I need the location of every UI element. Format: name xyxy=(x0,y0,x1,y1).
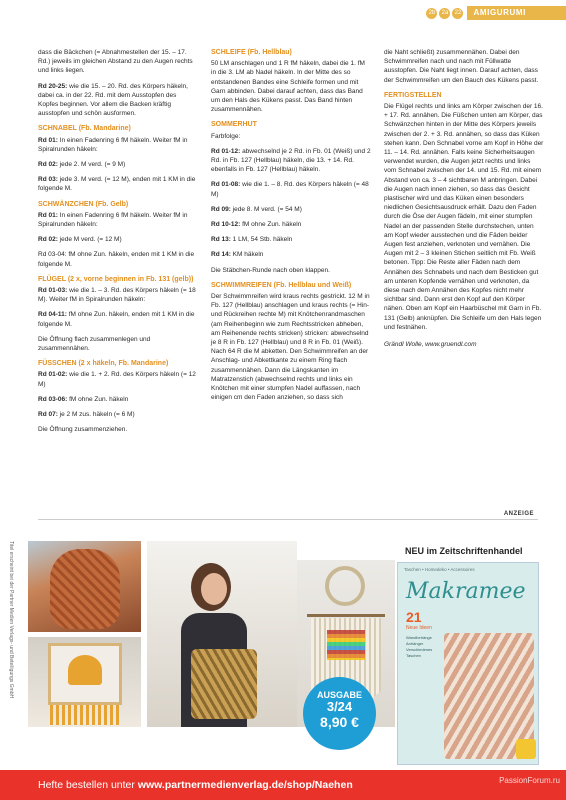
section-heading: SCHNABEL (Fb. Mandarine) xyxy=(38,125,131,133)
order-bar xyxy=(0,770,566,800)
page-number-dot: 2b xyxy=(426,8,437,19)
round-label: Rd 14: xyxy=(211,251,231,259)
paragraph xyxy=(38,175,198,193)
page-number-dot: 2a xyxy=(439,8,450,19)
publisher-note xyxy=(6,541,16,776)
paragraph xyxy=(384,102,544,332)
paragraph xyxy=(38,410,198,419)
ad-label: ANZEIGE xyxy=(503,511,534,517)
paragraph-text: 1 LM, 54 Stb. häkeln xyxy=(230,236,293,244)
round-label: Rd 10-12: xyxy=(211,221,241,229)
paragraph xyxy=(211,250,371,259)
paragraph-text: Die Öffnung zusammenziehen. xyxy=(38,426,128,434)
section-heading: SOMMERHUT xyxy=(211,121,257,129)
magazine-topline: Taschen • Homedeko • Accessoires xyxy=(404,567,475,572)
round-label: Rd 03-06: xyxy=(38,395,68,403)
round-label: Rd 01-08: xyxy=(211,181,241,189)
paragraph xyxy=(38,286,198,304)
paragraph xyxy=(211,292,371,402)
paragraph-text: wie die 15. – 20. Rd. des Körpers häkeln, dabei ca. in der 22. Rd. mit dem Ausstopfen des Kopfes beginnen. Vor allem die Backen kräftig ausstopfen und schön ausformen. xyxy=(38,82,188,118)
paragraph xyxy=(38,250,198,268)
magazine-bullets xyxy=(406,635,432,659)
round-label: Rd 03: xyxy=(38,176,58,184)
section-heading: FLÜGEL (2 x, vorne beginnen in Fb. 131 (gelb)) xyxy=(38,275,194,283)
paragraph xyxy=(38,82,198,119)
article-body xyxy=(38,48,544,508)
paragraph-text: fM ohne Zun. häkeln xyxy=(240,221,302,229)
paragraph-text: fM ohne Zun. häkeln xyxy=(67,395,129,403)
paragraph xyxy=(211,266,371,275)
page-header xyxy=(426,6,566,20)
ad-headline: NEU im Zeitschriftenhandel xyxy=(405,546,523,556)
paragraph-text: 50 LM anschlagen und 1 R fM häkeln, dabei die 1. fM in die 3. LM ab Nadel häkeln. In der Mitte des so entstandenen Bandes eine Schleife formen und mit Garn abbinden. Dabei darauf achten, dass das Band um den Hals des Kükens passt. Das Band hinten zusammennähen. xyxy=(211,60,365,114)
paragraph xyxy=(38,335,198,353)
paragraph-text: Die Öffnung flach zusammenlegen und zusammennähen. xyxy=(38,335,151,353)
text-column-2 xyxy=(211,48,371,508)
magazine-cover[interactable] xyxy=(397,562,539,765)
text-column-3 xyxy=(384,48,544,508)
round-label: Rd 02: xyxy=(38,236,58,244)
paragraph-text: Farbfolge: xyxy=(211,132,241,140)
paragraph xyxy=(211,220,371,229)
magazine-badge xyxy=(516,739,536,759)
magazine-bullet: Anhänger xyxy=(406,641,424,646)
woman-with-bag-photo xyxy=(147,541,297,727)
round-label: Rd 01-03: xyxy=(38,287,68,295)
paragraph-text: abwechselnd je 2 Rd. in Fb. 01 (Weiß) und 2 Rd. in Fb. 127 (Hellblau) häkeln, die 13. + 14. Rd. ebenfalls in Fb. 127 (Hellblau) häkeln. xyxy=(211,147,371,174)
paragraph xyxy=(211,59,371,114)
round-label: Rd 01: xyxy=(38,211,58,219)
paragraph xyxy=(211,147,371,175)
paragraph-text: wie die 1. – 3. Rd. des Körpers häkeln (= 18 M). Weiter fM in Spiralrunden häkeln: xyxy=(38,287,196,304)
paragraph xyxy=(38,370,198,388)
paragraph-text: die Naht schließt) zusammennähen. Dabei den Schwimmreifen nach und nach mit Füllwatte ausstopfen. Die Naht liegt innen. Darauf achten, dass der Schwimmreifen um den Bauch des Kükens passt. xyxy=(384,49,539,84)
text-column-1 xyxy=(38,48,198,508)
paragraph xyxy=(211,205,371,214)
paragraph xyxy=(38,235,198,244)
paragraph-text: je 2 M zus. häkeln (= 6 M) xyxy=(57,411,135,419)
paragraph xyxy=(38,211,198,229)
issue-label: AUSGABE xyxy=(316,690,362,700)
issue-number: 3/24 xyxy=(326,699,353,714)
section-heading: FERTIGSTELLEN xyxy=(384,91,442,99)
page-number-dots xyxy=(426,8,463,19)
section-heading: FÜSSCHEN (2 x häkeln, Fb. Mandarine) xyxy=(38,360,169,368)
order-link[interactable]: www.partnermedienverlag.de/shop/Naehen xyxy=(137,779,353,791)
woven-heart-photo xyxy=(28,637,141,727)
section-heading: SCHWÄNZCHEN (Fb. Gelb) xyxy=(38,200,129,208)
paragraph-text: In einen Fadenring 6 fM häkeln. Weiter fM in Spiralrunden häkeln: xyxy=(38,136,188,153)
paragraph-text: In einen Fadenring 6 fM häkeln. Weiter fM in Spiralrunden häkeln: xyxy=(38,211,188,229)
price-badge xyxy=(303,677,376,750)
paragraph-text: Die Flügel rechts und links am Körper zwischen der 16. + 17. Rd. annähen. Die Füßchen unten am Körper, das Schwänzchen hinten in der Mitte des Körpers jeweils zwischen der 2. + 3. Rd. annähen, so dass das Küken stehen kann. Den Schnabel vorne am Kopf in Höhe der 11. – 14. Rd. annähen. Falls keine Sicherheitsaugen verwendet wurden, die Augen jetzt rechts und links vom Schnabel zwischen der 14. und 15. Rd. mit einem Abstand von ca. 3 – 4 sichtbaren M anbringen. Dabei die Augen nach innen ziehen, so dass das Gesicht plastischer wird und das Küken einen besonders niedlichen Gesichtsausdruck erhält. Dazu den Faden durch die Öse der Augen fädeln, mit einer stumpfen Nadel an der passenden Stelle durchstechen, unten am Kopf wieder ausstechen und die Fäden beider Augen fest anziehen, verknoten und vernähen. Die Augen mit 2 – 3 kleinen Stichen seitlich mit Fb. Weiß betonen. Tipp: Die Reste aller Fäden nach dem Annähen des Schnabels und nach dem Besticken gut am unteren Kopfende vernähen und verknoten, da diese nach dem Annähen des Kopfes nicht mehr sichtbar sind. Dann erst den Kopf auf den Körper nähen. Oben am Kopf ein Haarbüschel mit Garn in Fb. 131 (Gelb) anknüpfen. Die Schleife um den Hals legen und festnähen. xyxy=(384,103,544,331)
paragraph-text: dass die Bäckchen (= Abnahmestellen der 15. – 17. Rd.) jeweils im gleichen Abstand zu den Augen rechts und links liegen. xyxy=(38,49,193,75)
round-label: Rd 01-02: xyxy=(38,371,68,379)
magazine-bullet: Taschen xyxy=(406,653,421,658)
paragraph xyxy=(211,235,371,244)
round-label: Rd 04-11: xyxy=(38,311,67,319)
paragraph-text: jede 2. M verd. (= 9 M) xyxy=(57,161,126,169)
paragraph-text: wie die 1. + 2. Rd. des Körpers häkeln (= 12 M) xyxy=(38,371,196,388)
section-tag: AMIGURUMI xyxy=(467,6,566,20)
magazine-idea-count: 21 xyxy=(406,609,422,625)
paragraph-text: Rd 03-04: fM ohne Zun. häkeln, enden mit 1 KM in die folgende M. xyxy=(38,251,195,268)
paragraph xyxy=(38,160,198,169)
section-heading: SCHLEIFE (Fb. Hellblau) xyxy=(211,49,292,56)
section-heading: SCHWIMMREIFEN (Fb. Hellblau und Weiß) xyxy=(211,281,352,289)
paragraph-text: jede 8. M verd. (= 54 M) xyxy=(230,205,302,213)
round-label: Rd 07: xyxy=(38,411,58,419)
publisher-note-text: Titel erscheint bei der Partner Medien Verlags- und Beteiligungs GmbH xyxy=(8,541,14,699)
round-label: Rd 20-25: xyxy=(38,82,68,90)
paragraph-text: Der Schwimmreifen wird kraus rechts gestrickt. 12 M in Fb. 127 (Hellblau) anschlagen und kraus rechts (= Hin- und Rückreihen rechte M) mit Knötchenrandmaschen (am Reihenbeginn wie zum Rechtsstricken abheben, am Reihenende rechts stricken) stricken: abwechselnd je 8 R in Fb. 127 (Hellblau) und 8 R in Fb. 01 (Weiß). Nach 64 R die M abketten. Den Schwimmreifen an der Anschlag- und Abkettkante zu einem Ring flach zusammennähen. Dann die Längskanten im Matratzenstich (abwechselnd rechts und links ein Knötchen mit einer stumpfen Nadel auffassen, nach einigen cm den Faden anziehen, so dass sich xyxy=(211,293,370,402)
paragraph-text: jede 3. M verd. (= 12 M), enden mit 1 KM in die folgende M. xyxy=(38,176,196,193)
paragraph-text: fM ohne Zun. häkeln, enden mit 1 KM in die folgende M. xyxy=(38,311,195,328)
issue-price: 8,90 € xyxy=(320,714,359,730)
paragraph-text: jede M verd. (= 12 M) xyxy=(57,236,122,244)
ad-divider xyxy=(38,519,538,520)
magazine-title: Makramee xyxy=(406,579,526,604)
round-label: Rd 13: xyxy=(211,236,231,244)
magazine-bullet: Wandbehänge xyxy=(406,635,432,640)
page-number-dot: 22 xyxy=(452,8,463,19)
paragraph xyxy=(38,395,198,404)
paragraph-text: KM häkeln xyxy=(230,251,264,259)
round-label: Rd 09: xyxy=(211,205,231,213)
round-label: Rd 01-12: xyxy=(211,147,241,155)
paragraph xyxy=(211,180,371,198)
paragraph-text: Die Stäbchen-Runde nach oben klappen. xyxy=(211,266,330,274)
watermark: PassionForum.ru xyxy=(499,776,560,785)
magazine-idea-label: Neue Ideen xyxy=(406,625,432,631)
order-text: Hefte bestellen unter xyxy=(38,779,138,791)
paragraph xyxy=(38,136,198,154)
macrame-jar-photo xyxy=(28,541,141,632)
magazine-bullet: Verschiedenes xyxy=(406,647,433,652)
paragraph xyxy=(38,48,198,76)
paragraph xyxy=(384,48,544,85)
round-label: Rd 02: xyxy=(38,161,58,169)
paragraph xyxy=(38,310,198,328)
paragraph xyxy=(38,425,198,434)
paragraph-text: wie die 1. – 8. Rd. des Körpers häkeln (= 48 M) xyxy=(211,181,369,198)
paragraph xyxy=(211,132,371,141)
round-label: Rd 01: xyxy=(38,136,58,144)
credit-line: Grändl Wolle, www.gruendl.com xyxy=(384,341,477,349)
